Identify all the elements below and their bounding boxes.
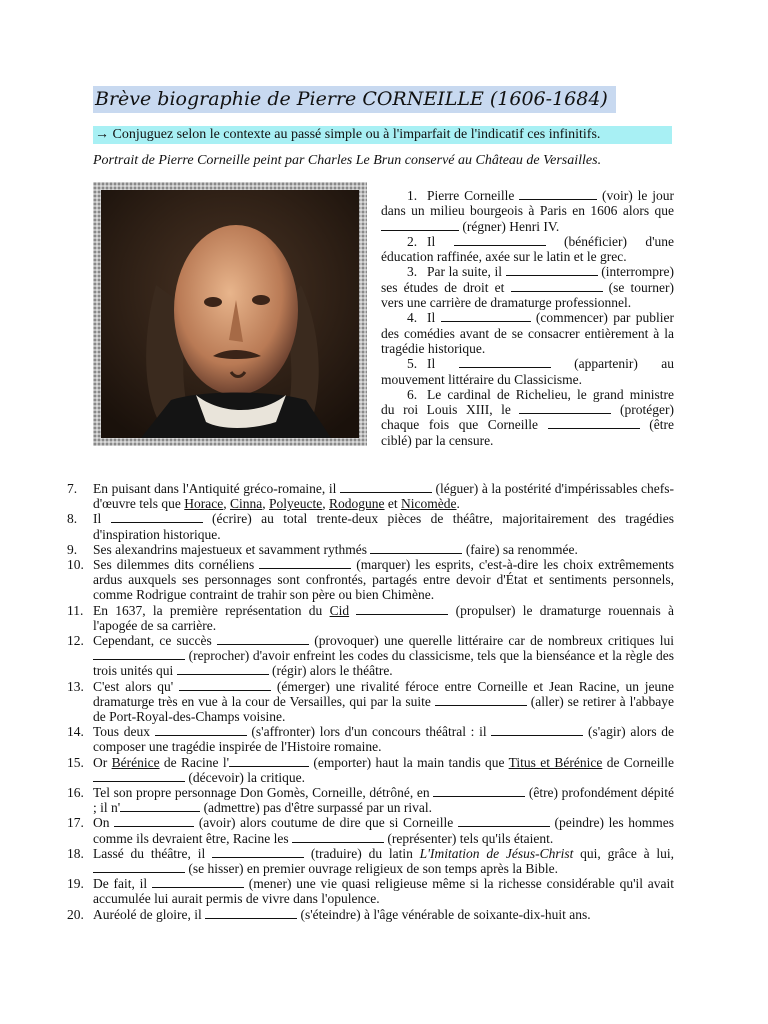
list-item: 7. En puisant dans l'Antiquité gréco-romaine, il (léguer) à la postérité d'impérissables chefs-d'œuvre tels que Horace, Cinna, Polyeucte, Rodogune et Nicomède. — [67, 481, 674, 512]
answer-blank[interactable] — [259, 557, 351, 569]
answer-blank[interactable] — [381, 219, 459, 231]
page-title: Brève biographie de Pierre CORNEILLE (1606-1684) — [93, 86, 616, 113]
list-item: 3. Par la suite, il (interrompre) ses études de droit et (se tourner) vers une carrière de dramaturge professionnel. — [381, 264, 674, 311]
list-item: 2. Il (bénéficier) d'une éducation raffinée, axée sur le latin et le grec. — [381, 233, 674, 265]
list-item: 11. En 1637, la première représentation du Cid (propulser) le dramaturge rouennais à l'apogée de sa carrière. — [67, 602, 674, 633]
list-item: 8. Il (écrire) au total trente-deux pièces de théâtre, majoritairement des tragédies d'inspiration historique. — [67, 511, 675, 542]
portrait-image — [101, 190, 359, 438]
answer-blank[interactable] — [155, 724, 247, 736]
list-item: 15. Or Bérénice de Racine l' (emporter) haut la main tandis que Titus et Bérénice de Corneille (décevoir) la critique. — [67, 754, 675, 785]
numbered-list-bottom — [67, 481, 674, 922]
list-item: 20. Auréolé de gloire, il (s'éteindre) à l'âge vénérable de soixante-dix-huit ans. — [67, 906, 591, 922]
answer-blank[interactable] — [458, 815, 550, 827]
answer-blank[interactable] — [114, 815, 194, 827]
list-item: 17. On (avoir) alors coutume de dire que si Corneille (peindre) les hommes comme ils devraient être, Racine les (représenter) tels qu'ils étaient. — [67, 815, 675, 846]
answer-blank[interactable] — [120, 800, 200, 812]
answer-blank[interactable] — [152, 876, 244, 888]
answer-blank[interactable] — [519, 188, 597, 200]
list-item: 10. Ses dilemmes dits cornéliens (marquer) les esprits, c'est-à-dire les choix extrêmements ardus auxquels ses personnages sont confrontés, partagés entre devoir d'État et sentiments personnels, comme Rodrigue contraint de trahir son père ou bien Chimène. — [67, 557, 675, 603]
answer-blank[interactable] — [111, 511, 203, 523]
answer-blank[interactable] — [459, 356, 551, 368]
answer-blank[interactable] — [93, 861, 185, 873]
list-item: 12. Cependant, ce succès (provoquer) une querelle littéraire car de nombreux critiques lui (reprocher) d'avoir enfreint les codes du classicisme, tels que la bienséance et la règle des trois unités qui (régir) alors le théâtre. — [67, 633, 674, 679]
answer-blank[interactable] — [506, 264, 598, 276]
answer-blank[interactable] — [454, 234, 546, 246]
portrait-caption: Portrait de Pierre Corneille peint par Charles Le Brun conservé au Château de Versailles. — [93, 153, 602, 168]
answer-blank[interactable] — [340, 481, 432, 493]
numbered-list-top — [381, 188, 674, 448]
answer-blank[interactable] — [93, 648, 185, 660]
answer-blank[interactable] — [177, 663, 269, 675]
answer-blank[interactable] — [356, 603, 448, 615]
answer-blank[interactable] — [205, 907, 297, 919]
list-item: 4. Il (commencer) par publier des comédies avant de se consacrer entièrement à la tragédie historique. — [381, 310, 674, 356]
answer-blank[interactable] — [229, 755, 309, 767]
answer-blank[interactable] — [179, 679, 271, 691]
answer-blank[interactable] — [93, 770, 185, 782]
answer-blank[interactable] — [435, 694, 527, 706]
answer-blank[interactable] — [292, 831, 384, 843]
list-item: 16. Tel son propre personnage Don Gomès, Corneille, détrôné, en (être) profondément dépité ; il n' (admettre) pas d'être surpassé par un rival. — [67, 785, 675, 816]
answer-blank[interactable] — [217, 633, 309, 645]
answer-blank[interactable] — [370, 542, 462, 554]
list-item: 14. Tous deux (s'affronter) lors d'un concours théâtral : il (s'agir) alors de composer une tragédie inspirée de l'Histoire romaine. — [67, 724, 675, 755]
list-item: 19. De fait, il (mener) une vie quasi religieuse même si la richesse considérable qu'il avait accumulée lui aurait permis de vivre dans l'opulence. — [67, 876, 675, 907]
list-item: 9. Ses alexandrins majestueux et savamment rythmés (faire) sa renommée. — [67, 541, 578, 557]
list-item: 13. C'est alors qu' (émerger) une rivalité féroce entre Corneille et Jean Racine, un jeune dramaturge très en vue à la cour de Versailles, qui par la suite (aller) se retirer à l'abbaye de Port-Royal-des-Champs voisine. — [67, 678, 675, 725]
list-item: 18. Lassé du théâtre, il (traduire) du latin L'Imitation de Jésus-Christ qui, grâce à lui, (se hisser) en premier ouvrage religieux de son temps après la Bible. — [67, 845, 675, 877]
answer-blank[interactable] — [491, 724, 583, 736]
portrait-frame — [93, 182, 367, 446]
list-item: 6. Le cardinal de Richelieu, le grand ministre du roi Louis XIII, le (protéger) chaque fois que Corneille (être ciblé) par la censure. — [381, 386, 674, 448]
answer-blank[interactable] — [441, 310, 531, 322]
answer-blank[interactable] — [548, 417, 640, 429]
instruction-banner: → Conjuguez selon le contexte au passé simple ou à l'imparfait de l'indicatif ces infinitifs. — [93, 126, 672, 144]
list-item: 5. Il (appartenir) au mouvement littéraire du Classicisme. — [381, 356, 675, 387]
answer-blank[interactable] — [511, 280, 603, 292]
answer-blank[interactable] — [519, 402, 611, 414]
list-item: 1. Pierre Corneille (voir) le jour dans un milieu bourgeois à Paris en 1606 alors que (régner) Henri IV. — [381, 188, 674, 234]
answer-blank[interactable] — [433, 785, 525, 797]
answer-blank[interactable] — [212, 846, 304, 858]
